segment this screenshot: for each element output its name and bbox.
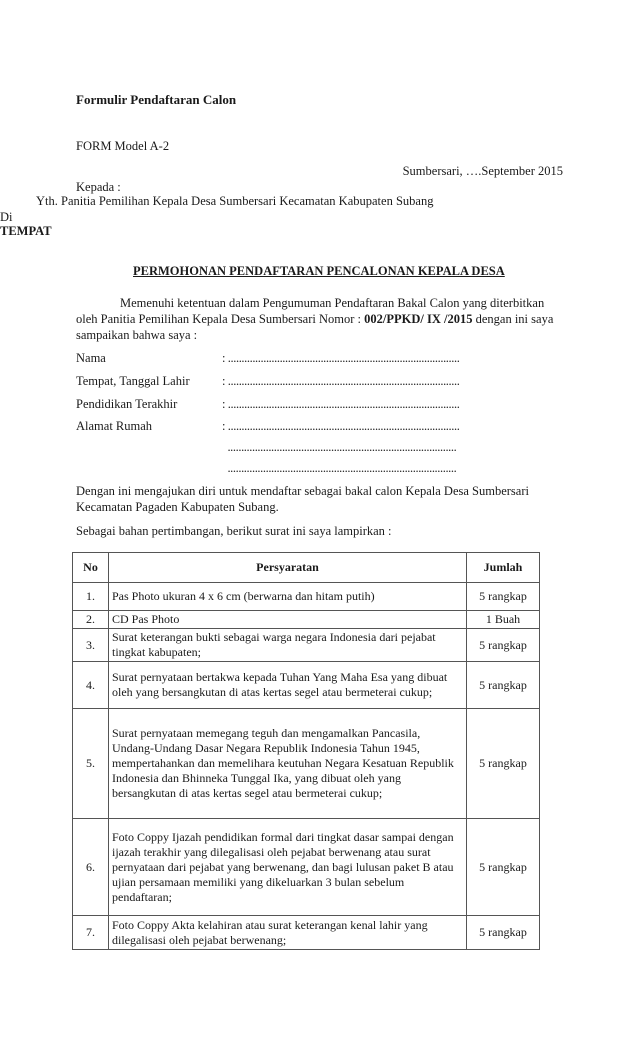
row-no: 6. (73, 819, 109, 916)
field-value-alamat: : ..................................................................................... (222, 419, 460, 433)
row-quantity: 1 Buah (467, 611, 540, 629)
requirements-table (72, 552, 540, 950)
field-label-pendidikan: Pendidikan Terakhir (76, 397, 178, 411)
address-line-3: .................................................................................... (222, 461, 457, 475)
row-no: 7. (73, 916, 109, 950)
field-label-nama: Nama (76, 351, 106, 365)
row-requirement: Surat pernyataan bertakwa kepada Tuhan Yang Maha Esa yang dibuat oleh yang bersangkutan di atas kertas segel atau bermeterai cukup; (109, 662, 467, 709)
row-quantity: 5 rangkap (467, 662, 540, 709)
table-row (73, 583, 540, 611)
intro-paragraph (76, 295, 566, 343)
row-quantity: 5 rangkap (467, 583, 540, 611)
row-no: 1. (73, 583, 109, 611)
form-model-label: FORM Model A-2 (76, 139, 170, 153)
document-heading: PERMOHONAN PENDAFTARAN PENCALONAN KEPALA DESA (133, 264, 505, 278)
tempat-label: TEMPAT (0, 224, 52, 238)
row-quantity: 5 rangkap (467, 709, 540, 819)
field-label-alamat: Alamat Rumah (76, 419, 153, 433)
row-requirement: Surat pernyataan memegang teguh dan mengamalkan Pancasila, Undang-Undang Dasar Negara Republik Indonesia Tahun 1945, mempertahankan dan memelihara keutuhan Negara Kesatuan Republik Indonesia dan Bhinneka Tunggal Ika, yang dibuat oleh yang bersangkutan di atas kertas segel atau bermeterai cukup; (109, 709, 467, 819)
header-persyaratan: Persyaratan (109, 553, 467, 583)
field-label-ttl: Tempat, Tanggal Lahir (76, 374, 190, 388)
field-value-nama: : ..................................................................................... (222, 351, 460, 365)
field-value-ttl: : ..................................................................................... (222, 374, 460, 388)
row-quantity: 5 rangkap (467, 629, 540, 662)
kepada-label: Kepada : (76, 180, 121, 194)
intro-text-before: Memenuhi ketentuan dalam Pengumuman Pendaftaran Bakal Calon yang diterbitkan oleh Panitia Pemilihan Kepala Desa Sumbersari Nomor : (76, 296, 545, 326)
row-quantity: 5 rangkap (467, 916, 540, 950)
row-no: 3. (73, 629, 109, 662)
form-title: Formulir Pendaftaran Calon (76, 92, 237, 107)
table-row (73, 916, 540, 950)
di-label: Di (0, 210, 13, 224)
statement-paragraph: Dengan ini mengajukan diri untuk mendaftar sebagai bakal calon Kepala Desa Sumbersari Kecamatan Pagaden Kabupaten Subang. (76, 484, 529, 514)
header-jumlah: Jumlah (467, 553, 540, 583)
table-row (73, 819, 540, 916)
place-date: Sumbersari, ….September 2015 (402, 164, 563, 178)
header-no: No (73, 553, 109, 583)
attachment-intro: Sebagai bahan pertimbangan, berikut surat ini saya lampirkan : (76, 524, 392, 538)
row-no: 2. (73, 611, 109, 629)
row-requirement: CD Pas Photo (109, 611, 467, 629)
table-header-row (73, 553, 540, 583)
row-requirement: Foto Coppy Akta kelahiran atau surat keterangan kenal lahir yang dilegalisasi oleh pejabat berwenang; (109, 916, 467, 950)
field-value-pendidikan: : ..................................................................................... (222, 397, 460, 411)
intro-text-after: dengan ini saya sampaikan bahwa saya : (76, 312, 554, 342)
table-row (73, 662, 540, 709)
address-line-2: .................................................................................... (222, 440, 457, 454)
decree-number: 002/PPKD/ IX /2015 (364, 312, 473, 326)
row-no: 4. (73, 662, 109, 709)
table-row (73, 709, 540, 819)
row-quantity: 5 rangkap (467, 819, 540, 916)
row-requirement: Surat keterangan bukti sebagai warga negara Indonesia dari pejabat tingkat kabupaten; (109, 629, 467, 662)
row-requirement: Pas Photo ukuran 4 x 6 cm (berwarna dan hitam putih) (109, 583, 467, 611)
recipient-line: Yth. Panitia Pemilihan Kepala Desa Sumbersari Kecamatan Kabupaten Subang (36, 194, 434, 208)
row-no: 5. (73, 709, 109, 819)
row-requirement: Foto Coppy Ijazah pendidikan formal dari tingkat dasar sampai dengan ijazah terakhir yang dilegalisasi oleh pejabat berwenang atau surat pernyataan dari pejabat yang berwenang, dan bagi lulusan paket B atau ujian persamaan memiliki yang dikeluarkan 3 bulan sebelum pendaftaran; (109, 819, 467, 916)
table-row (73, 629, 540, 662)
table-row (73, 611, 540, 629)
